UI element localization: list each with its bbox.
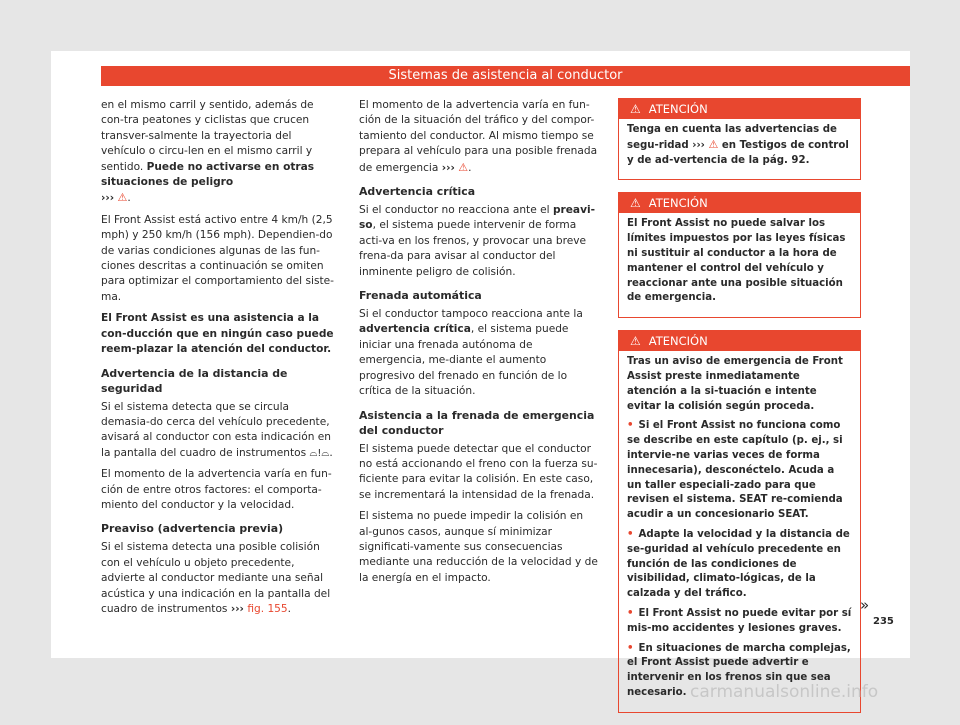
column-2 bbox=[359, 98, 599, 592]
section-heading: Frenada automática bbox=[359, 289, 482, 303]
bullet-item: • Si el Front Assist no funciona como se describe en este capítulo (p. ej., si intervie-ne varias veces de forma innecesaria), desconéctelo. Acuda a un taller especiali-zado para que revisen el sistema. SEAT re-comienda acudir a un concesionario SEAT. bbox=[627, 419, 852, 523]
warning-box bbox=[618, 98, 861, 180]
page-header: Sistemas de asistencia al conductor bbox=[101, 66, 910, 86]
paragraph: El sistema no puede impedir la colisión en al-gunos casos, aunque sí minimizar significati-vamente sus consecuencias mediante una reducción de la velocidad y de la energía en el impacto. bbox=[359, 510, 598, 584]
paragraph: Si el sistema detecta que se circula demasia-do cerca del vehículo precedente, avisará al conductor con esta indicación en la pantalla del cuadro de instrumentos ⌓!⌓. bbox=[101, 400, 333, 459]
page-number: 235 bbox=[873, 616, 894, 627]
warning-triangle-icon: ⚠ bbox=[117, 191, 128, 205]
warning-body: Tras un aviso de emergencia de Front Assist preste inmediatamente atención a la si-tuación e intente evitar la colisión según proceda. • Si el Front Assist no funciona como se describe en este capítulo (p. ej., si intervie-ne varias veces de forma innecesaria), desconéctelo. Acuda a un taller especiali-zado para que revisen el sistema. SEAT re-comienda acudir a un concesionario SEAT. • Adapte la velocidad y la distancia de se-guridad al vehículo precedente en función de las condiciones de visibilidad, climato-lógicas, de la calzada y del tráfico. • El Front Assist no puede evitar por sí mis-mo accidentes y lesiones graves. • En situaciones de marcha complejas, el Front Assist puede advertir e intervenir en los frenos sin que sea necesario. bbox=[619, 351, 860, 712]
reference-arrows: ››› bbox=[441, 161, 455, 174]
warning-triangle-icon: ⚠ bbox=[630, 196, 641, 211]
reference-arrows: ››› bbox=[230, 602, 244, 615]
warning-box bbox=[618, 192, 861, 318]
warning-triangle-icon: ⚠ bbox=[708, 137, 719, 151]
section-heading: Preaviso (advertencia previa) bbox=[101, 522, 284, 536]
paragraph: Si el conductor tampoco reacciona ante la advertencia crítica, el sistema puede iniciar una frenada autónoma de emergencia, me-diante el aumento progresivo del frenado en función de lo crítica de la situación. bbox=[359, 308, 583, 398]
figure-link[interactable]: fig. 155 bbox=[247, 602, 288, 615]
paragraph-bold: El Front Assist es una asistencia a la con-ducción que en ningún caso puede reem-plazar la atención del conductor. bbox=[101, 312, 334, 356]
warning-header: ⚠ ATENCIÓN bbox=[619, 99, 860, 119]
paragraph: El momento de la advertencia varía en fun-ción de la situación del tráfico y del compor-tamiento del conductor. Al mismo tiempo se prepara al vehículo para una posible frenada de emergencia ››› ⚠. bbox=[359, 99, 598, 174]
column-1 bbox=[101, 98, 339, 623]
warning-body: Tenga en cuenta las advertencias de segu-ridad ››› ⚠ en Testigos de control y de ad-vertencia de la pág. 92. bbox=[627, 124, 849, 166]
bullet-item: • En situaciones de marcha complejas, el Front Assist puede advertir e intervenir en los frenos sin que sea necesario. bbox=[627, 642, 852, 701]
continue-arrow: » bbox=[860, 596, 870, 614]
warning-body: El Front Assist no puede salvar los límites impuestos por las leyes físicas ni sustituir al conductor a la hora de mantener el control del vehículo y reaccionar ante una posible situación de emergencia. bbox=[627, 218, 846, 304]
paragraph: en el mismo carril y sentido, además de con-tra peatones y ciclistas que crucen transver-salmente la trayectoria del vehículo o circu-len en el mismo carril y sentido. Puede no activarse en otras situaciones de peligro ››› ⚠. bbox=[101, 99, 315, 205]
warning-triangle-icon: ⚠ bbox=[630, 102, 641, 116]
paragraph: El momento de la advertencia varía en fun-ción de entre otros factores: el comporta-miento del conductor y la velocidad. bbox=[101, 468, 332, 511]
column-3 bbox=[618, 98, 861, 725]
warning-header: ⚠ ATENCIÓN bbox=[619, 193, 860, 213]
bold-text: Puede no activarse en otras situaciones de peligro bbox=[101, 160, 315, 189]
car-distance-warning-icon: ⌓!⌓ bbox=[309, 447, 330, 459]
paragraph: El Front Assist está activo entre 4 km/h (2,5 mph) y 250 km/h (156 mph). Dependien-do de varias condiciones algunas de las fun-ciones descritas a continuación se omiten para optimizar el comportamiento del siste-ma. bbox=[101, 213, 334, 303]
bullet-item: • Adapte la velocidad y la distancia de se-guridad al vehículo precedente en función de las condiciones de visibilidad, climato-lógicas, de la calzada y del tráfico. bbox=[627, 528, 852, 602]
paragraph: El sistema puede detectar que el conductor no está accionando el freno con la fuerza su-ficiente para evitar la colisión. En este caso, se incrementará la intensidad de la frenada. bbox=[359, 442, 598, 501]
watermark: carmanualsonline.info bbox=[690, 682, 879, 702]
warning-header: ⚠ ATENCIÓN bbox=[619, 331, 860, 351]
bullet-item: • El Front Assist no puede evitar por sí mis-mo accidentes y lesiones graves. bbox=[627, 607, 852, 637]
paragraph: Si el conductor no reacciona ante el preavi-so, el sistema puede intervenir de forma acti-va en los frenos, y provocar una breve frena-da para avisar al conductor del inminente peligro de colisión. bbox=[359, 204, 596, 278]
warning-box bbox=[618, 330, 861, 713]
section-heading: Asistencia a la frenada de emergencia del conductor bbox=[359, 408, 595, 437]
paragraph: Si el sistema detecta una posible colisión con el vehículo u objeto precedente, advierte al conductor mediante una señal acústica y una indicación en la pantalla del cuadro de instrumentos ››› fig. 155. bbox=[101, 541, 331, 615]
warning-triangle-icon: ⚠ bbox=[630, 334, 641, 349]
warning-triangle-icon: ⚠ bbox=[458, 160, 469, 174]
reference-arrows: ››› bbox=[101, 192, 115, 205]
reference-arrows: ››› bbox=[692, 139, 705, 151]
section-heading: Advertencia de la distancia de seguridad bbox=[101, 366, 288, 395]
section-heading: Advertencia crítica bbox=[359, 185, 476, 199]
